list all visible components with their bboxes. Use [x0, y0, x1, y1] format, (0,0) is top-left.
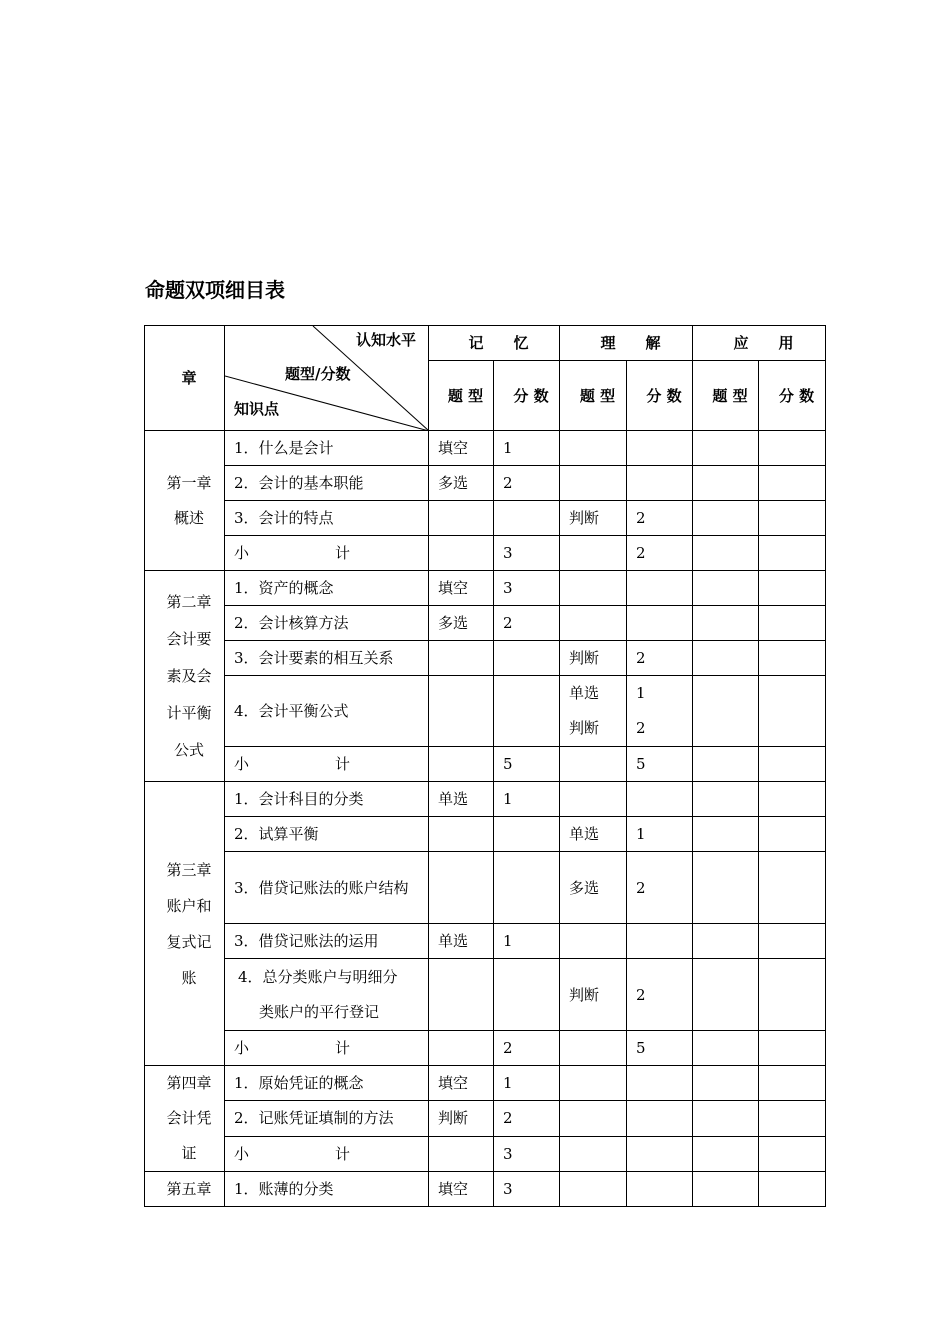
understanding-type	[560, 782, 627, 817]
understanding-type: 单选 判断	[560, 676, 627, 747]
understanding-score	[627, 782, 693, 817]
understanding-type	[560, 466, 627, 501]
subtotal-label: 小 计	[225, 1031, 429, 1066]
knowledge-point: 1．会计科目的分类	[225, 782, 429, 817]
understanding-score	[627, 466, 693, 501]
knowledge-point: 3．会计要素的相互关系	[225, 641, 429, 676]
memory-type: 判断	[429, 1101, 494, 1136]
table-row	[145, 959, 826, 1031]
chapter-header: 章	[145, 326, 225, 431]
understanding-type	[560, 571, 627, 606]
table-row	[145, 571, 826, 606]
memory-score: 3	[494, 536, 560, 571]
understanding-type	[560, 536, 627, 571]
subtotal-row	[145, 1136, 826, 1171]
subtotal-label: 小 计	[225, 536, 429, 571]
sub-score-header: 分 数	[494, 361, 560, 431]
application-type	[693, 536, 759, 571]
table-row	[145, 782, 826, 817]
application-type	[693, 676, 759, 747]
cognitive-level-label: 认知水平	[355, 331, 416, 349]
understanding-score	[627, 1101, 693, 1136]
memory-type: 填空	[429, 1172, 494, 1207]
memory-type	[429, 641, 494, 676]
knowledge-point: 1．资产的概念	[225, 571, 429, 606]
understanding-type	[560, 1101, 627, 1136]
understanding-score	[627, 431, 693, 466]
memory-score: 1	[494, 782, 560, 817]
application-type	[693, 571, 759, 606]
memory-type	[429, 501, 494, 536]
memory-type: 填空	[429, 571, 494, 606]
chapter-line: 账	[181, 968, 197, 987]
understanding-score: 5	[627, 1031, 693, 1066]
chapter-line: 第二章	[166, 592, 212, 611]
memory-score: 3	[494, 1136, 560, 1171]
sub-type-header: 题 型	[429, 361, 494, 431]
application-score	[759, 924, 826, 959]
diagonal-header-cell	[225, 326, 429, 431]
knowledge-point: 2．记账凭证填制的方法	[225, 1101, 429, 1136]
application-score	[759, 466, 826, 501]
application-score	[759, 1136, 826, 1171]
application-type	[693, 431, 759, 466]
application-type	[693, 959, 759, 1031]
application-type	[693, 466, 759, 501]
understanding-score: 2	[627, 852, 693, 924]
memory-score	[494, 852, 560, 924]
application-type	[693, 817, 759, 852]
understanding-score: 2	[627, 959, 693, 1031]
memory-type	[429, 959, 494, 1031]
understanding-type: 判断	[560, 501, 627, 536]
memory-score: 2	[494, 1101, 560, 1136]
application-score	[759, 747, 826, 782]
understanding-type: 判断	[560, 959, 627, 1031]
understanding-type	[560, 606, 627, 641]
header-row-1	[145, 326, 826, 361]
subtotal-row	[145, 536, 826, 571]
application-score	[759, 431, 826, 466]
understanding-score: 2	[627, 501, 693, 536]
knowledge-point: 3．借贷记账法的运用	[225, 924, 429, 959]
chapter-line: 第四章	[166, 1074, 212, 1092]
understanding-score	[627, 924, 693, 959]
application-type	[693, 1136, 759, 1171]
subtotal-row	[145, 1031, 826, 1066]
understanding-score: 1 2	[627, 676, 693, 747]
memory-score: 3	[494, 1172, 560, 1207]
chapter-line: 素及会	[166, 666, 212, 685]
sub-type-header: 题 型	[560, 361, 627, 431]
application-score	[759, 606, 826, 641]
knowledge-point: 3．借贷记账法的账户结构	[225, 852, 429, 924]
memory-type	[429, 747, 494, 782]
knowledge-point: 1．什么是会计	[225, 431, 429, 466]
application-score	[759, 1172, 826, 1207]
chapter-cell	[145, 571, 225, 782]
memory-type: 多选	[429, 606, 494, 641]
understanding-type	[560, 1066, 627, 1101]
memory-type: 单选	[429, 782, 494, 817]
memory-score	[494, 676, 560, 747]
application-score	[759, 852, 826, 924]
memory-type	[429, 676, 494, 747]
application-score	[759, 817, 826, 852]
memory-score	[494, 817, 560, 852]
memory-score: 3	[494, 571, 560, 606]
memory-score: 2	[494, 466, 560, 501]
understanding-score	[627, 606, 693, 641]
memory-type	[429, 1136, 494, 1171]
understanding-score	[627, 1066, 693, 1101]
chapter-line: 账户和	[166, 896, 212, 915]
application-score	[759, 1101, 826, 1136]
page-title: 命题双项细目表	[145, 278, 285, 302]
application-type	[693, 1101, 759, 1136]
understanding-type	[560, 1136, 627, 1171]
understanding-type	[560, 431, 627, 466]
level-memory: 记 忆	[429, 326, 560, 361]
application-score	[759, 1031, 826, 1066]
memory-score	[494, 641, 560, 676]
understanding-score	[627, 571, 693, 606]
sub-score-header: 分 数	[759, 361, 826, 431]
table-row	[145, 852, 826, 924]
memory-score	[494, 959, 560, 1031]
memory-score: 5	[494, 747, 560, 782]
application-score	[759, 501, 826, 536]
application-type	[693, 747, 759, 782]
chapter-line: 第三章	[166, 860, 212, 879]
application-type	[693, 782, 759, 817]
memory-score	[494, 501, 560, 536]
table-row	[145, 606, 826, 641]
memory-score: 1	[494, 431, 560, 466]
table-row	[145, 1066, 826, 1101]
memory-type	[429, 852, 494, 924]
chapter-cell	[145, 782, 225, 1066]
specification-table	[144, 325, 826, 1207]
understanding-score: 2	[627, 641, 693, 676]
application-type	[693, 606, 759, 641]
table-row	[145, 1172, 826, 1207]
application-score	[759, 676, 826, 747]
memory-score: 1	[494, 924, 560, 959]
application-type	[693, 1031, 759, 1066]
chapter-line: 证	[181, 1144, 197, 1162]
knowledge-point: 2．会计的基本职能	[225, 466, 429, 501]
memory-score: 1	[494, 1066, 560, 1101]
application-type	[693, 1066, 759, 1101]
table-row	[145, 641, 826, 676]
table-row	[145, 924, 826, 959]
chapter-cell	[145, 431, 225, 571]
application-score	[759, 959, 826, 1031]
table-row	[145, 1101, 826, 1136]
understanding-type: 多选	[560, 852, 627, 924]
chapter-line: 会计凭	[166, 1109, 212, 1127]
knowledge-point: 1．原始凭证的概念	[225, 1066, 429, 1101]
memory-score: 2	[494, 1031, 560, 1066]
application-type	[693, 1172, 759, 1207]
memory-type: 多选	[429, 466, 494, 501]
chapter-cell	[145, 1066, 225, 1172]
understanding-type	[560, 1172, 627, 1207]
application-type	[693, 501, 759, 536]
table-row	[145, 817, 826, 852]
application-score	[759, 536, 826, 571]
subtotal-label: 小 计	[225, 1136, 429, 1171]
knowledge-point: 4．会计平衡公式	[225, 676, 429, 747]
memory-score: 2	[494, 606, 560, 641]
application-score	[759, 571, 826, 606]
chapter-cell: 第五章	[145, 1172, 225, 1207]
understanding-type	[560, 924, 627, 959]
memory-type: 单选	[429, 924, 494, 959]
subtotal-row	[145, 747, 826, 782]
level-application: 应 用	[693, 326, 826, 361]
understanding-score	[627, 1136, 693, 1171]
memory-type: 填空	[429, 1066, 494, 1101]
understanding-type	[560, 1031, 627, 1066]
chapter-line: 会计要	[166, 629, 212, 648]
understanding-score: 2	[627, 536, 693, 571]
sub-type-header: 题 型	[693, 361, 759, 431]
application-type	[693, 852, 759, 924]
chapter-line: 第一章	[166, 473, 212, 492]
knowledge-point: 4．总分类账户与明细分 类账户的平行登记	[225, 959, 429, 1031]
table-row	[145, 501, 826, 536]
understanding-type	[560, 747, 627, 782]
understanding-score: 5	[627, 747, 693, 782]
knowledge-point: 2．会计核算方法	[225, 606, 429, 641]
knowledge-point: 1．账薄的分类	[225, 1172, 429, 1207]
application-score	[759, 641, 826, 676]
memory-type: 填空	[429, 431, 494, 466]
understanding-score	[627, 1172, 693, 1207]
understanding-score: 1	[627, 817, 693, 852]
chapter-line: 概述	[173, 508, 204, 527]
table-row	[145, 676, 826, 747]
memory-type	[429, 817, 494, 852]
subtotal-label: 小 计	[225, 747, 429, 782]
chapter-line: 复式记	[166, 932, 212, 951]
application-score	[759, 1066, 826, 1101]
knowledge-point-label: 知识点	[234, 400, 280, 418]
application-type	[693, 924, 759, 959]
table-row	[145, 431, 826, 466]
table-row	[145, 466, 826, 501]
knowledge-point: 3．会计的特点	[225, 501, 429, 536]
chapter-line: 公式	[173, 740, 204, 759]
chapter-line: 计平衡	[166, 703, 212, 722]
application-type	[693, 641, 759, 676]
knowledge-point: 2．试算平衡	[225, 817, 429, 852]
understanding-type: 单选	[560, 817, 627, 852]
understanding-type: 判断	[560, 641, 627, 676]
type-score-label: 题型/分数	[285, 365, 351, 383]
memory-type	[429, 536, 494, 571]
level-understanding: 理 解	[560, 326, 693, 361]
application-score	[759, 782, 826, 817]
sub-score-header: 分 数	[627, 361, 693, 431]
memory-type	[429, 1031, 494, 1066]
